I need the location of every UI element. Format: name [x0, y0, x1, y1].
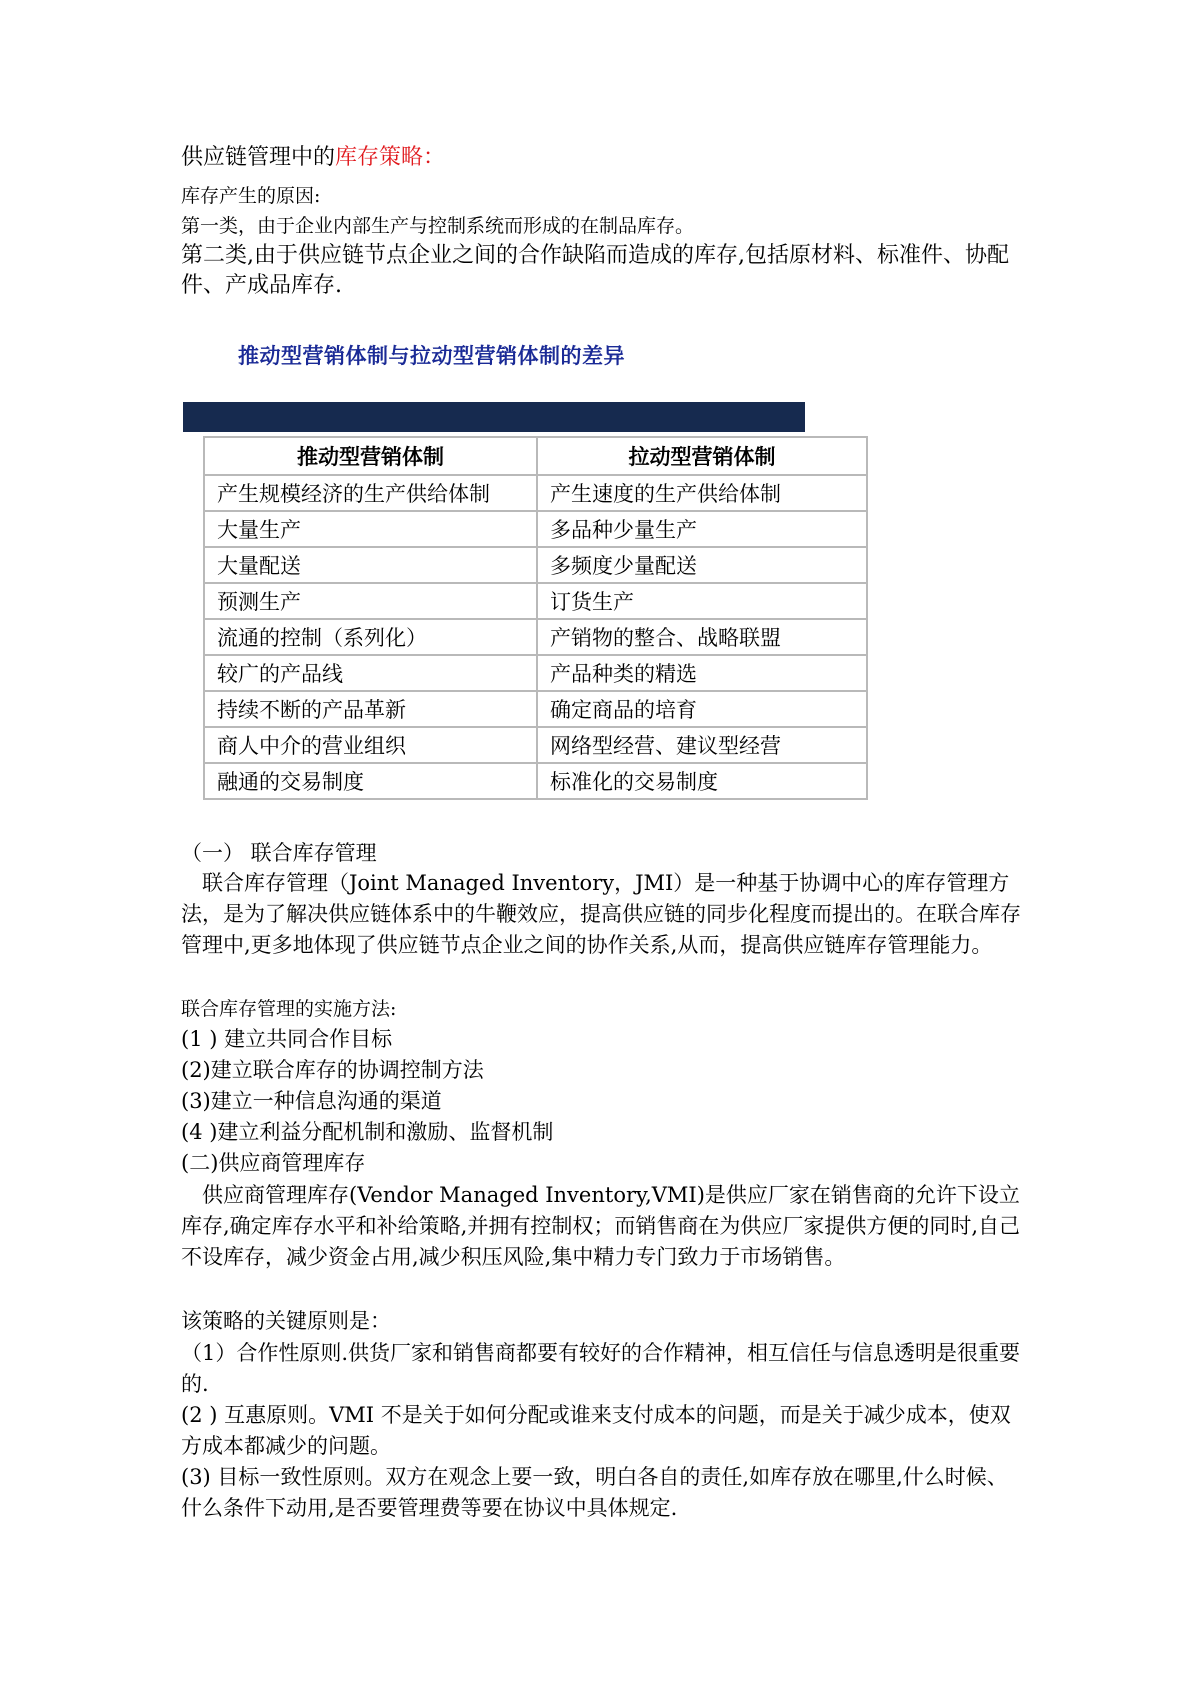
table-header-row — [204, 437, 867, 475]
principles-title: 该策略的关键原则是： — [181, 1309, 391, 1333]
methods-title: 联合库存管理的实施方法: — [181, 998, 397, 1020]
figure-title: 推动型营销体制与拉动型营销体制的差异 — [238, 344, 625, 368]
cause-first: 第一类，由于企业内部生产与控制系统而形成的在制品库存。 — [181, 215, 695, 237]
document-heading — [181, 143, 1021, 173]
table-cell: 多品种少量生产 — [537, 511, 867, 547]
table-cell: 产生速度的生产供给体制 — [537, 475, 867, 511]
table-row — [204, 763, 867, 799]
table-row — [204, 547, 867, 583]
table-cell: 确定商品的培育 — [537, 691, 867, 727]
table-cell: 订货生产 — [537, 583, 867, 619]
table-row — [204, 511, 867, 547]
table-cell: 大量生产 — [204, 511, 537, 547]
figure-header-bar — [183, 402, 805, 432]
method-item: (4 )建立利益分配机制和激励、监督机制 — [181, 1120, 554, 1144]
table-cell: 标准化的交易制度 — [537, 763, 867, 799]
principle-item: (2 ) 互惠原则。VMI 不是关于如何分配或谁来支付成本的问题，而是关于减少成本，使双方成本都减少的问题。 — [181, 1403, 1011, 1458]
section2-paragraph: 供应商管理库存(Vendor Managed Inventory,VMI)是供应厂家在销售商的允许下设立库存,确定库存水平和补给策略,并拥有控制权；而销售商在为供应厂家提供方便的同时,自己不设库存，减少资金占用,减少积压风险,集中精力专门致力于市场销售。 — [181, 1183, 1021, 1269]
principle-item: （1）合作性原则.供货厂家和销售商都要有较好的合作精神，相互信任与信息透明是很重要的. — [181, 1341, 1021, 1396]
table-row — [204, 475, 867, 511]
table-cell: 网络型经营、建议型经营 — [537, 727, 867, 763]
section1-paragraph: 联合库存管理（Joint Managed Inventory，JMI）是一种基于协调中心的库存管理方法，是为了解决供应链体系中的牛鞭效应，提高供应链的同步化程度而提出的。在联合库存管理中,更多地体现了供应链节点企业之间的协作关系,从而，提高供应链库存管理能力。 — [181, 871, 1021, 957]
table-cell: 预测生产 — [204, 583, 537, 619]
method-item: (2)建立联合库存的协调控制方法 — [181, 1058, 484, 1082]
table-cell: 大量配送 — [204, 547, 537, 583]
table-cell: 持续不断的产品革新 — [204, 691, 537, 727]
section1-title: （一） 联合库存管理 — [181, 841, 377, 865]
table-cell: 融通的交易制度 — [204, 763, 537, 799]
table-row — [204, 655, 867, 691]
header-pull: 拉动型营销体制 — [537, 437, 867, 475]
principle-item: (3) 目标一致性原则。双方在观念上要一致，明白各自的责任,如库存放在哪里,什么时候、什么条件下动用,是否要管理费等要在协议中具体规定. — [181, 1465, 1008, 1520]
table-row — [204, 727, 867, 763]
causes-title: 库存产生的原因: — [181, 185, 321, 207]
header-push: 推动型营销体制 — [204, 437, 537, 475]
table-row — [204, 619, 867, 655]
table-cell: 较广的产品线 — [204, 655, 537, 691]
heading-highlight: 库存策略： — [335, 145, 446, 170]
table-cell: 商人中介的营业组织 — [204, 727, 537, 763]
method-item: (1 ) 建立共同合作目标 — [181, 1027, 393, 1051]
table-cell: 流通的控制（系列化） — [204, 619, 537, 655]
heading-prefix: 供应链管理中的 — [181, 145, 336, 170]
method-item: (3)建立一种信息沟通的渠道 — [181, 1089, 442, 1113]
table-cell: 产生规模经济的生产供给体制 — [204, 475, 537, 511]
table-cell: 多频度少量配送 — [537, 547, 867, 583]
table-row — [204, 583, 867, 619]
table-cell: 产品种类的精选 — [537, 655, 867, 691]
table-cell: 产销物的整合、战略联盟 — [537, 619, 867, 655]
cause-second: 第二类,由于供应链节点企业之间的合作缺陷而造成的库存,包括原材料、标准件、协配件、产成品库存. — [181, 243, 1009, 298]
table-row — [204, 691, 867, 727]
section2-title: (二)供应商管理库存 — [181, 1151, 366, 1175]
comparison-table — [203, 436, 868, 800]
